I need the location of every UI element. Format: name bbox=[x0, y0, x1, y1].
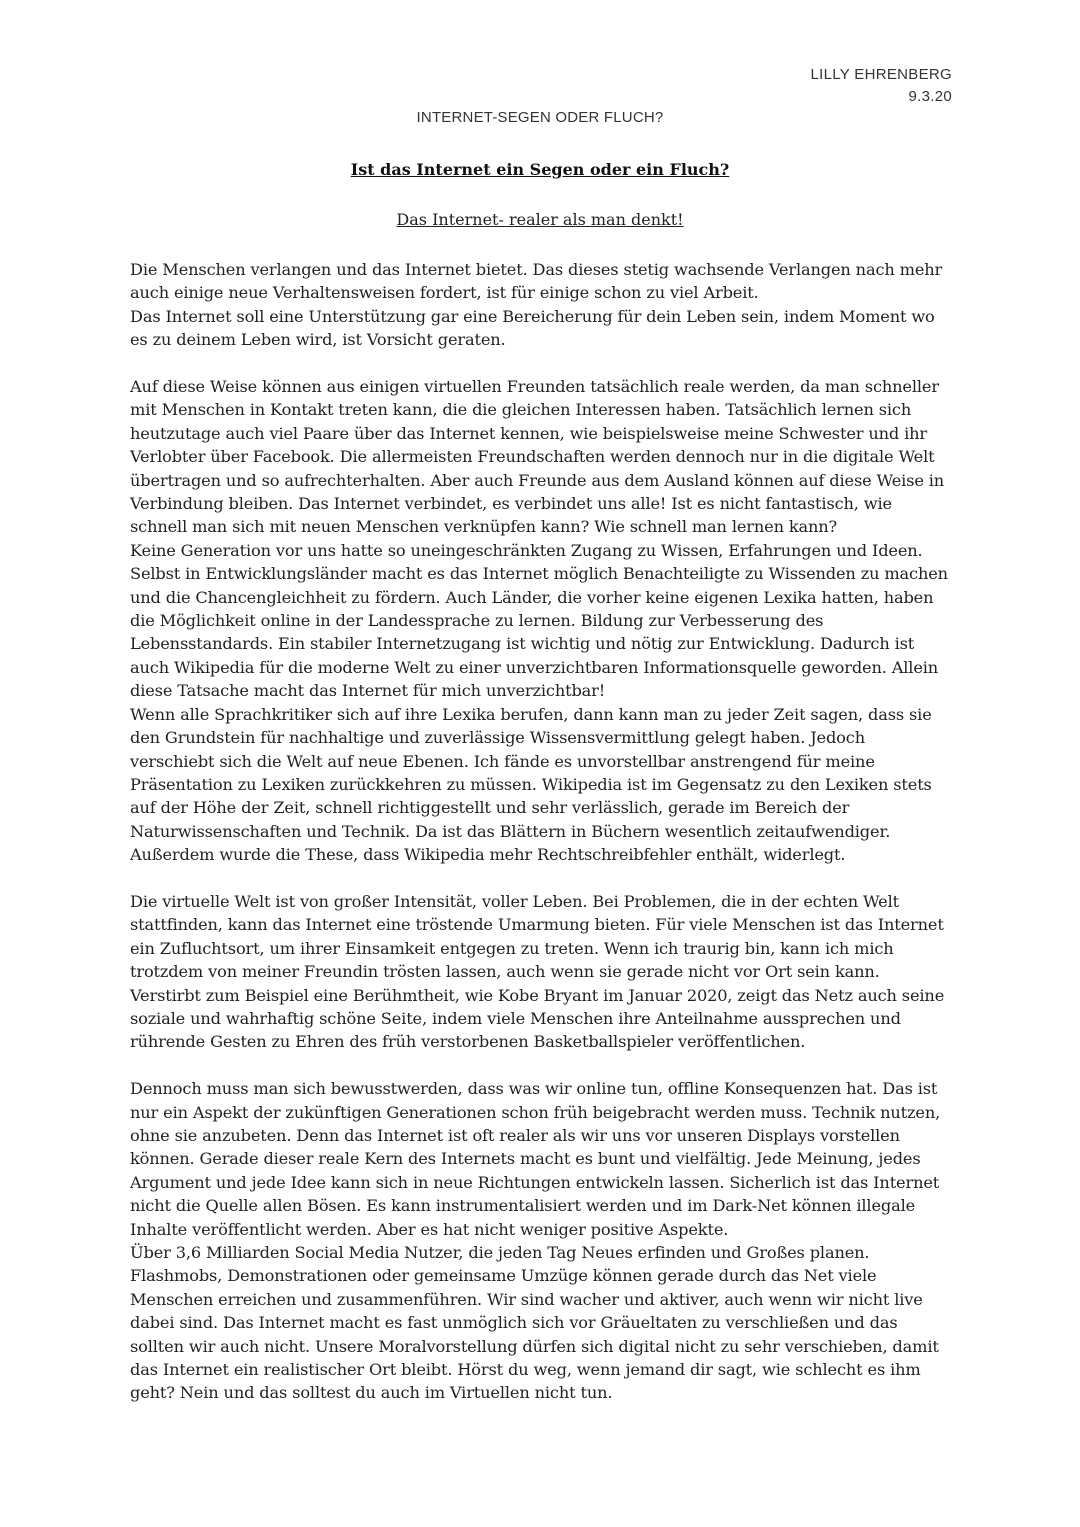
document-subtitle: Das Internet- realer als man denkt! bbox=[396, 210, 684, 229]
paragraph-2: Auf diese Weise können aus einigen virtuellen Freunden tatsächlich reale werden, da man schneller mit Menschen in Kontakt treten kann, die die gleichen Interessen haben. Tatsächlich lernen sich heutzutage auch viel Paare über das Internet kennen, wie beispielsweise meine Schwester und ihr Verlobter über Facebook. Die allermeisten Freundschaften werden dennoch nur in die digitale Welt übertragen und so aufrechterhalten. Aber auch Freunde aus dem Ausland können auf diese Weise in Verbindung bleiben. Das Internet verbindet, es verbindet uns alle! Ist es nicht fantastisch, wie schnell man sich mit neuen Menschen verknüpfen kann? Wie schnell man lernen kann? Keine Generation vor uns hatte so uneingeschränkten Zugang zu Wissen, Erfahrungen und Ideen. Selbst in Entwicklungsländer macht es das Internet möglich Benachteiligte zu Wissenden zu machen und die Chancengleichheit zu fördern. Auch Länder, die vorher keine eigenen Lexika hatten, haben die Möglichkeit online in der Landessprache zu lernen. Bildung zur Verbesserung des Lebensstandards. Ein stabiler Internetzugang ist wichtig und nötig zur Entwicklung. Dadurch ist auch Wikipedia für die moderne Welt zu einer unverzichtbaren Informationsquelle geworden. Allein diese Tatsache macht das Internet für mich unverzichtbar! Wenn alle Sprachkritiker sich auf ihre Lexika berufen, dann kann man zu jeder Zeit sagen, dass sie den Grundstein für nachhaltige und zuverlässige Wissensvermittlung gelegt haben. Jedoch verschiebt sich die Welt auf neue Ebenen. Ich fände es unvorstellbar anstrengend für meine Präsentation zu Lexiken zurückkehren zu müssen. Wikipedia ist im Gegensatz zu den Lexiken stets auf der Höhe der Zeit, schnell richtiggestellt und sehr verlässlich, gerade im Bereich der Naturwissenschaften und Technik. Da ist das Blättern in Büchern wesentlich zeitaufwendiger. Außerdem wurde die These, dass Wikipedia mehr Rechtschreibfehler enthält, widerlegt. bbox=[130, 377, 948, 865]
document-topic: INTERNET-SEGEN ODER FLUCH? bbox=[416, 109, 664, 126]
paragraph-1: Die Menschen verlangen und das Internet bietet. Das dieses stetig wachsende Verlangen nach mehr auch einige neue Verhaltensweisen fordert, ist für einige schon zu viel Arbeit. Das Internet soll eine Unterstützung gar eine Bereicherung für dein Leben sein, indem Moment wo es zu deinem Leben wird, ist Vorsicht geraten. bbox=[130, 260, 943, 350]
paragraph-3: Die virtuelle Welt ist von großer Intensität, voller Leben. Bei Problemen, die in der echten Welt stattfinden, kann das Internet eine tröstende Umarmung bieten. Für viele Menschen ist das Internet ein Zufluchtsort, um ihrer Einsamkeit entgegen zu treten. Wenn ich traurig bin, kann ich mich trotzdem von meiner Freundin trösten lassen, auch wenn sie gerade nicht vor Ort sein kann. Verstirbt zum Beispiel eine Berühmtheit, wie Kobe Bryant im Januar 2020, zeigt das Netz auch seine soziale und wahrhaftig schöne Seite, indem viele Menschen ihre Anteilnahme aussprechen und rührende Gesten zu Ehren des früh verstorbenen Basketballspieler veröffentlichen. bbox=[130, 891, 945, 1052]
author-name: LILLY EHRENBERG bbox=[810, 66, 952, 83]
paragraph-4: Dennoch muss man sich bewusstwerden, dass was wir online tun, offline Konsequenzen hat. Das ist nur ein Aspekt der zukünftigen Generationen schon früh beigebracht werden muss. Technik nutzen, ohne sie anzubeten. Denn das Internet ist oft realer als wir uns vor unseren Displays vorstellen können. Gerade dieser reale Kern des Internets macht es bunt und vielfältig. Jede Meinung, jedes Argument und jede Idee kann sich in neue Richtungen entwickeln lassen. Sicherlich ist das Internet nicht die Quelle allen Bösen. Es kann instrumentalisiert werden und im Dark-Net können illegale Inhalte veröffentlicht werden. Aber es hat nicht weniger positive Aspekte. Über 3,6 Milliarden Social Media Nutzer, die jeden Tag Neues erfinden und Großes planen. Flashmobs, Demonstrationen oder gemeinsame Umzüge können gerade durch das Net viele Menschen erreichen und zusammenführen. Wir sind wacher und aktiver, auch wenn wir nicht live dabei sind. Das Internet macht es fast unmöglich sich vor Gräueltaten zu verschließen und das sollten wir auch nicht. Unsere Moralvorstellung dürfen sich digital nicht zu sehr verschieben, damit das Internet ein realistischer Ort bleibt. Hörst du weg, wenn jemand dir sagt, wie schlecht es ihm geht? Nein und das solltest du auch im Virtuellen nicht tun. bbox=[130, 1079, 941, 1403]
document-date: 9.3.20 bbox=[908, 88, 952, 105]
document-title: Ist das Internet ein Segen oder ein Fluch? bbox=[350, 160, 730, 179]
document-body bbox=[130, 258, 952, 1428]
document-header bbox=[811, 64, 953, 108]
